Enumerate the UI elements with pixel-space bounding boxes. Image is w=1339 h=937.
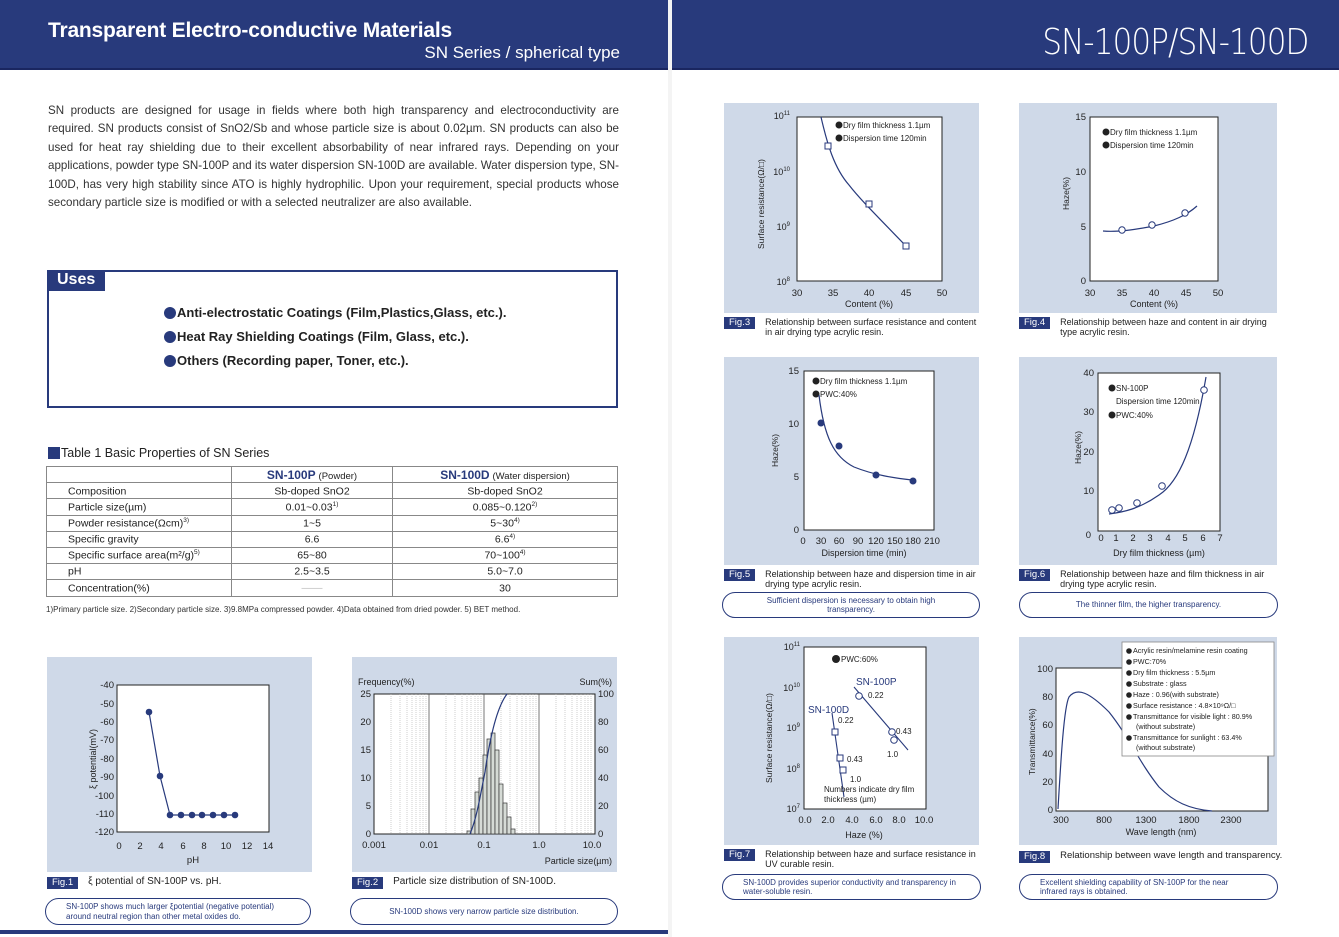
svg-text:Dry film thickness 1.1µm: Dry film thickness 1.1µm — [843, 121, 931, 130]
svg-text:10.0: 10.0 — [582, 840, 602, 851]
col-sn100p: SN-100P (Powder) — [232, 467, 393, 483]
fig3-panel — [724, 103, 979, 313]
svg-text:108: $10^8$ — [776, 277, 790, 287]
svg-text:10: 10 — [1083, 486, 1094, 497]
svg-text:4.0: 4.0 — [845, 815, 859, 826]
svg-text:6: 6 — [1200, 533, 1206, 544]
svg-text:Dry film thickness 1.1µm: Dry film thickness 1.1µm — [820, 377, 908, 386]
svg-text:60: 60 — [833, 536, 845, 547]
svg-text:30: 30 — [815, 536, 827, 547]
svg-text:Haze(%): Haze(%) — [1061, 176, 1071, 210]
svg-text:-120: -120 — [94, 827, 114, 838]
svg-text:40: 40 — [598, 773, 609, 784]
table-header-row — [47, 467, 618, 483]
svg-text:0: 0 — [1098, 533, 1104, 544]
page-title: Transparent Electro-conductive Materials — [48, 19, 452, 42]
svg-text:1011: $10^{11}$ — [773, 111, 790, 121]
svg-text:Content (%): Content (%) — [1129, 299, 1179, 309]
svg-text:45: 45 — [1180, 288, 1192, 299]
svg-text:Surface resistance(Ω/□): Surface resistance(Ω/□) — [756, 159, 766, 249]
fig6-panel — [1019, 357, 1277, 565]
table-row: pH 2.5~3.5 5.0~7.0 — [47, 564, 618, 580]
fig4-caption: Fig.4 Relationship between haze and content in air drying type acrylic resin. — [1019, 317, 1277, 337]
svg-text:Substrate : glass: Substrate : glass — [1133, 679, 1187, 688]
svg-text:4: 4 — [1165, 533, 1171, 544]
svg-text:1.0: 1.0 — [850, 775, 862, 784]
svg-text:Surface resistance : 4.8×10⁹Ω/: Surface resistance : 4.8×10⁹Ω/□ — [1133, 701, 1236, 710]
svg-text:-60: -60 — [100, 717, 114, 728]
intro-paragraph: SN products are designed for usage in fields where both high transparency and electroconductivity are required. SN products consist of SnO2/Sb and whose particle size is about 0.02µm. SN products can also be used for heat ray shielding due to their excellent absorbability of near infrared rays. Depending on your applications, powder type SN-100P and its water dispersion SN-100D are available. Water dispersion type, SN-100D, has very high stability since ATO is highly hydrophilic. Upon your requirement, special products whose secondary particle size is modified or with a selected neutralizer are also available. — [48, 104, 619, 210]
svg-text:90: 90 — [852, 536, 864, 547]
svg-text:0: 0 — [116, 841, 122, 852]
svg-text:10: 10 — [220, 841, 232, 852]
svg-text:50: 50 — [1212, 288, 1224, 299]
svg-text:pH: pH — [186, 855, 200, 866]
svg-text:20: 20 — [1083, 447, 1094, 458]
fig5-panel — [724, 357, 979, 565]
fig6-note: The thinner film, the higher transparency. — [1019, 592, 1278, 618]
svg-text:40: 40 — [1148, 288, 1160, 299]
svg-text:8: 8 — [201, 841, 207, 852]
svg-text:Dispersion time 120min: Dispersion time 120min — [843, 134, 927, 143]
svg-text:40: 40 — [1083, 368, 1094, 379]
svg-text:-80: -80 — [100, 754, 114, 765]
uses-box — [47, 270, 618, 408]
fig2-note: SN-100D shows very narrow particle size distribution. — [350, 898, 618, 925]
svg-text:1: 1 — [1113, 533, 1119, 544]
fig3-caption: Fig.3 Relationship between surface resistance and content in air drying type acrylic resin. — [724, 317, 979, 337]
svg-text:Dispersion time 120min: Dispersion time 120min — [1110, 141, 1194, 150]
svg-text:1300: 1300 — [1135, 815, 1157, 826]
fig5-caption: Fig.5 Relationship between haze and dispersion time in air drying type acrylic resin. — [724, 569, 979, 589]
svg-text:0.1: 0.1 — [477, 840, 491, 851]
svg-text:0.001: 0.001 — [362, 840, 386, 851]
svg-text:180: 180 — [905, 536, 921, 547]
header-banner-right — [672, 0, 1339, 70]
svg-text:-100: -100 — [94, 791, 114, 802]
svg-text:Transmittance for sunlight : 6: Transmittance for sunlight : 63.4% — [1133, 733, 1242, 742]
svg-text:8.0: 8.0 — [892, 815, 906, 826]
svg-text:0: 0 — [365, 829, 371, 840]
svg-text:Acrylic resin/melamine resin c: Acrylic resin/melamine resin coating — [1133, 646, 1248, 655]
svg-text:Sum(%): Sum(%) — [579, 677, 612, 687]
fig-tag: Fig.6 — [1019, 569, 1050, 581]
svg-text:Dry film thickness 1.1µm: Dry film thickness 1.1µm — [1110, 128, 1198, 137]
svg-text:6: 6 — [180, 841, 186, 852]
svg-text:35: 35 — [1116, 288, 1128, 299]
svg-text:-110: -110 — [95, 809, 114, 820]
product-title: SN-100P/SN-100D — [1042, 22, 1309, 63]
svg-text:50: 50 — [936, 288, 948, 299]
fig7-panel — [724, 637, 979, 845]
uses-list — [164, 305, 506, 377]
svg-text:1.0: 1.0 — [887, 750, 899, 759]
svg-text:108: $10^8$ — [786, 764, 800, 774]
fig1-panel — [47, 657, 312, 872]
svg-text:Dispersion time 120min: Dispersion time 120min — [1116, 397, 1200, 406]
properties-table — [46, 466, 618, 597]
svg-text:0: 0 — [793, 525, 799, 536]
svg-text:210: 210 — [924, 536, 940, 547]
fig8-caption: Fig.8 Relationship between wave length and transparency. — [1019, 851, 1289, 863]
svg-text:10: 10 — [360, 773, 371, 784]
svg-text:1.0: 1.0 — [532, 840, 546, 851]
svg-text:15: 15 — [1075, 112, 1086, 123]
fig-tag: Fig.8 — [1019, 851, 1050, 863]
table-title: Table 1 Basic Properties of SN Series — [48, 446, 269, 460]
fig7-caption: Fig.7 Relationship between haze and surface resistance in UV curable resin. — [724, 849, 982, 869]
svg-text:0: 0 — [1047, 805, 1053, 816]
svg-text:2300: 2300 — [1220, 815, 1242, 826]
svg-text:Haze : 0.96(with substrate): Haze : 0.96(with substrate) — [1133, 690, 1219, 699]
square-bullet-icon — [48, 447, 60, 459]
fig1-chart — [47, 657, 312, 872]
fig-tag: Fig.3 — [724, 317, 755, 329]
svg-text:-90: -90 — [100, 772, 114, 783]
svg-text:Wave length (nm): Wave length (nm) — [1125, 827, 1197, 837]
page-subtitle: SN Series / spherical type — [424, 43, 620, 62]
svg-text:1010: $10^{10}$ — [773, 167, 790, 177]
svg-text:ξ potential(mV): ξ potential(mV) — [88, 728, 98, 789]
svg-text:15: 15 — [360, 745, 371, 756]
svg-text:20: 20 — [598, 801, 609, 812]
svg-text:Numbers indicate dry film: Numbers indicate dry film — [824, 785, 915, 794]
svg-text:300: 300 — [1053, 815, 1069, 826]
svg-text:5: 5 — [1080, 222, 1086, 233]
table-row: Specific surface $area(m^2/g)^{5)}$ 65~80 70~100$^{4)}$ — [47, 547, 618, 563]
table-row: Concentration(%) —— 30 — [47, 580, 618, 596]
fig3-chart — [724, 103, 979, 313]
fig-tag: Fig.4 — [1019, 317, 1050, 329]
svg-text:PWC:40%: PWC:40% — [820, 390, 857, 399]
svg-text:40: 40 — [1042, 749, 1053, 760]
fig5-chart — [724, 357, 979, 565]
svg-text:Particle size(µm): Particle size(µm) — [544, 856, 612, 866]
svg-text:(without substrate): (without substrate) — [1136, 722, 1196, 731]
svg-text:0: 0 — [1080, 276, 1086, 287]
svg-text:Transmittance for visible ligh: Transmittance for visible light : 80.9% — [1133, 712, 1253, 721]
svg-text:800: 800 — [1096, 815, 1112, 826]
svg-text:2: 2 — [137, 841, 143, 852]
svg-text:80: 80 — [598, 717, 609, 728]
uses-item: Heat Ray Shielding Coatings (Film, Glass, etc.). — [164, 329, 506, 344]
svg-text:20: 20 — [360, 717, 371, 728]
fig4-chart — [1019, 103, 1277, 313]
fig2-panel — [352, 657, 617, 872]
fig6-caption: Fig.6 Relationship between haze and film thickness in air drying type acrylic resin. — [1019, 569, 1277, 589]
bullet-icon — [164, 331, 176, 343]
svg-text:5: 5 — [1182, 533, 1188, 544]
svg-text:7: 7 — [1217, 533, 1223, 544]
fig-tag: Fig.1 — [47, 877, 78, 889]
svg-text:109: $10^9$ — [776, 222, 790, 232]
svg-text:2: 2 — [1130, 533, 1136, 544]
svg-text:-50: -50 — [100, 699, 114, 710]
table-footnotes: 1)Primary particle size. 2)Secondary particle size. 3)9.8MPa compressed powder. 4)Data obtained from dried powder. 5) BET method. — [46, 605, 521, 614]
svg-text:0.22: 0.22 — [838, 716, 854, 725]
svg-text:35: 35 — [827, 288, 839, 299]
svg-text:107: $10^7$ — [786, 804, 800, 814]
fig8-chart — [1019, 637, 1277, 845]
svg-text:10: 10 — [1075, 167, 1086, 178]
svg-text:30: 30 — [791, 288, 803, 299]
svg-text:3: 3 — [1147, 533, 1153, 544]
svg-text:Haze (%): Haze (%) — [845, 830, 883, 840]
svg-text:10.0: 10.0 — [914, 815, 934, 826]
svg-text:SN-100D: SN-100D — [808, 705, 850, 716]
table-row: Powder $resistance(\Omega cm)^{3)}$ 1~5 5~30$^{4)}$ — [47, 515, 618, 531]
svg-text:5: 5 — [793, 472, 799, 483]
svg-text:SN-100P: SN-100P — [1116, 384, 1149, 393]
svg-text:Dispersion time (min): Dispersion time (min) — [821, 548, 907, 558]
svg-text:20: 20 — [1042, 777, 1053, 788]
svg-text:Dry film thickness : 5.5µm: Dry film thickness : 5.5µm — [1133, 668, 1216, 677]
svg-text:45: 45 — [900, 288, 912, 299]
svg-text:100: 100 — [598, 689, 614, 700]
svg-text:(without substrate): (without substrate) — [1136, 743, 1196, 752]
svg-text:6.0: 6.0 — [869, 815, 883, 826]
svg-text:Frequency(%): Frequency(%) — [358, 677, 415, 687]
fig7-chart — [724, 637, 979, 845]
svg-text:120: 120 — [868, 536, 884, 547]
table-row: Specific gravity 6.6 6.6$^{4)}$ — [47, 531, 618, 547]
fig-tag: Fig.7 — [724, 849, 755, 861]
svg-text:100: 100 — [1037, 664, 1053, 675]
svg-text:40: 40 — [863, 288, 875, 299]
uses-label: Uses — [47, 270, 105, 291]
fig1-caption: Fig.1 ξ potential of SN-100P vs. pH. — [47, 877, 312, 889]
svg-text:-40: -40 — [100, 680, 114, 691]
bullet-icon — [164, 355, 176, 367]
svg-text:1010: $10^{10}$ — [783, 683, 800, 693]
svg-text:PWC:60%: PWC:60% — [841, 655, 878, 664]
svg-text:0.22: 0.22 — [868, 691, 884, 700]
svg-text:SN-100P: SN-100P — [856, 677, 897, 688]
uses-item: Others (Recording paper, Toner, etc.). — [164, 353, 506, 368]
svg-text:1011: $10^{11}$ — [783, 642, 800, 652]
svg-text:Surface resistance(Ω/□): Surface resistance(Ω/□) — [764, 693, 774, 783]
uses-item: Anti-electrostatic Coatings (Film,Plastics,Glass, etc.). — [164, 305, 506, 320]
svg-text:109: $10^9$ — [786, 723, 800, 733]
header-banner-left — [0, 0, 668, 70]
svg-text:thickness (µm): thickness (µm) — [824, 795, 877, 804]
svg-text:-70: -70 — [100, 735, 114, 746]
svg-text:0: 0 — [1085, 530, 1091, 541]
fig8-note: Excellent shielding capability of SN-100P for the near infrared rays is obtained. — [1019, 874, 1278, 900]
fig2-chart — [352, 657, 617, 872]
svg-text:Haze(%): Haze(%) — [770, 433, 780, 467]
svg-text:0: 0 — [598, 829, 604, 840]
fig4-panel — [1019, 103, 1277, 313]
fig6-chart — [1019, 357, 1277, 565]
svg-text:0.43: 0.43 — [847, 755, 863, 764]
svg-text:60: 60 — [1042, 720, 1053, 731]
svg-text:150: 150 — [887, 536, 903, 547]
svg-text:Dry film thickness (µm): Dry film thickness (µm) — [1113, 548, 1205, 558]
fig-tag: Fig.5 — [724, 569, 755, 581]
fig8-panel — [1019, 637, 1277, 845]
svg-text:5: 5 — [365, 801, 371, 812]
fig5-note: Sufficient dispersion is necessary to obtain high transparency. — [722, 592, 980, 618]
svg-text:PWC:40%: PWC:40% — [1116, 411, 1153, 420]
svg-text:80: 80 — [1042, 692, 1053, 703]
table-row: Composition Sb-doped SnO2 Sb-doped SnO2 — [47, 483, 618, 499]
svg-text:0.0: 0.0 — [798, 815, 812, 826]
svg-text:PWC:70%: PWC:70% — [1133, 657, 1167, 666]
fig1-note: SN-100P shows much larger ξpotential (negative potential) around neutral region than other metal oxides do. — [45, 898, 311, 925]
fig7-note: SN-100D provides superior conductivity and transparency in water-soluble resin. — [722, 874, 981, 900]
svg-text:12: 12 — [241, 841, 253, 852]
table-row: Particle size(µm) 0.01~0.03$^{1)}$ 0.085~0.120$^{2)}$ — [47, 499, 618, 515]
svg-text:0.01: 0.01 — [419, 840, 439, 851]
svg-text:10: 10 — [788, 419, 799, 430]
svg-text:14: 14 — [262, 841, 274, 852]
bottom-rule — [0, 930, 668, 934]
svg-text:4: 4 — [158, 841, 164, 852]
col-sn100d: SN-100D (Water dispersion) — [393, 467, 618, 483]
svg-text:30: 30 — [1084, 288, 1096, 299]
svg-text:25: 25 — [360, 689, 371, 700]
svg-text:0.43: 0.43 — [896, 727, 912, 736]
svg-text:Transmittance(%): Transmittance(%) — [1027, 708, 1037, 775]
svg-text:1800: 1800 — [1178, 815, 1200, 826]
svg-text:15: 15 — [788, 366, 799, 377]
svg-text:2.0: 2.0 — [821, 815, 835, 826]
svg-text:30: 30 — [1083, 407, 1094, 418]
svg-text:0: 0 — [800, 536, 806, 547]
bullet-icon — [164, 307, 176, 319]
svg-text:Content (%): Content (%) — [844, 299, 894, 309]
fig-tag: Fig.2 — [352, 877, 383, 889]
page-gutter — [668, 0, 672, 937]
svg-text:60: 60 — [598, 745, 609, 756]
svg-text:Haze(%): Haze(%) — [1073, 430, 1083, 464]
fig2-caption: Fig.2 Particle size distribution of SN-100D. — [352, 877, 617, 889]
